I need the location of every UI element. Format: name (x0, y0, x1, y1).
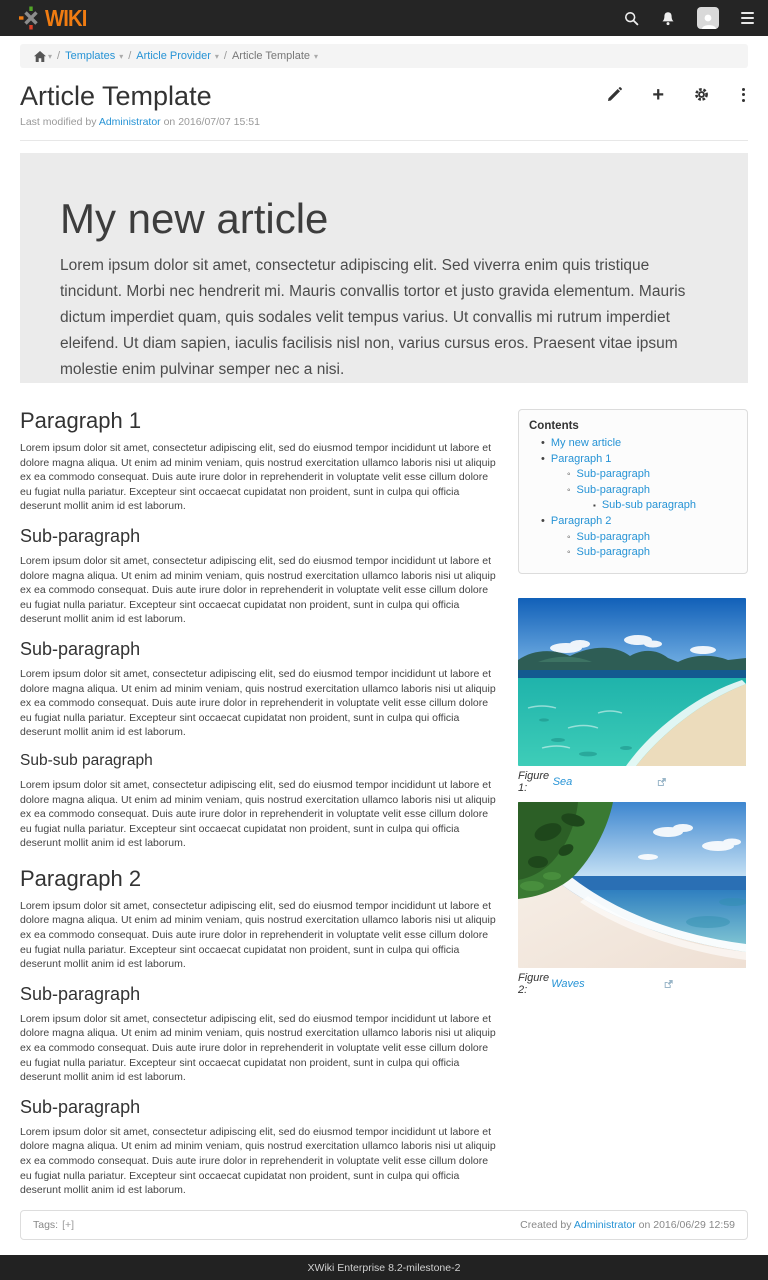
external-link-icon (589, 980, 748, 988)
toc-link[interactable]: Paragraph 1 (550, 452, 612, 465)
toc-item (529, 467, 737, 483)
toc-link[interactable]: My new article (550, 437, 622, 449)
section-heading: Sub-paragraph (20, 1096, 141, 1117)
table-of-contents-panel (518, 409, 748, 574)
tags-label: Tags: (33, 1218, 59, 1231)
article-body-column (20, 409, 518, 1198)
user-avatar[interactable] (697, 7, 719, 29)
home-icon[interactable] (34, 51, 46, 62)
section-paragraph: Lorem ipsum dolor sit amet, consectetur adipiscing elit, sed do eiusmod tempor incididunt ut labore et dolore magna aliqua. Ut enim ad minim veniam, quis nostrud exercitation ullamco laboris nisi ut aliquip ex ea commodo consequat. Duis aute irure dolor in reprehenderit in voluptate velit esse cillum dolore eu fugiat nulla pariatur. Excepteur sint occaecat cupidatat non proident, sunt in culpa qui officia deserunt mollit anim id est laborum. (20, 1125, 496, 1197)
hero-title: My new article (60, 195, 329, 242)
section-paragraph: Lorem ipsum dolor sit amet, consectetur adipiscing elit, sed do eiusmod tempor incididunt ut labore et dolore magna aliqua. Ut enim ad minim veniam, quis nostrud exercitation ullamco laboris nisi ut aliquip ex ea commodo consequat. Duis aute irure dolor in reprehenderit in voluptate velit esse cillum dolore eu fugiat nulla pariatur. Excepteur sint occaecat cupidatat non proident, sunt in culpa qui officia deserunt mollit anim id est laborum. (20, 554, 496, 626)
add-plus-icon[interactable]: + (652, 83, 664, 106)
chevron-down-icon[interactable]: ▾ (314, 51, 319, 61)
breadcrumb-separator: / (223, 50, 227, 62)
created-user-link[interactable]: Administrator (573, 1218, 636, 1231)
breadcrumb-separator: / (128, 50, 132, 62)
section-heading: Sub-paragraph (20, 525, 141, 546)
add-tag-button[interactable]: [+] (62, 1218, 75, 1231)
bullet-icon: • (541, 452, 545, 465)
xwiki-logo-text: WIKI (45, 4, 87, 31)
toc-link[interactable]: Paragraph 2 (550, 514, 612, 527)
section-paragraph: Lorem ipsum dolor sit amet, consectetur adipiscing elit, sed do eiusmod tempor incididunt ut labore et dolore magna aliqua. Ut enim ad minim veniam, quis nostrud exercitation ullamco laboris nisi ut aliquip ex ea commodo consequat. Duis aute irure dolor in reprehenderit in voluptate velit esse cillum dolore eu fugiat nulla pariatur. Excepteur sint occaecat cupidatat non proident, sunt in culpa qui officia deserunt mollit anim id est laborum. (20, 899, 496, 971)
figure-1-link[interactable]: Sea (552, 775, 573, 788)
hero-intro-text: Lorem ipsum dolor sit amet, consectetur adipiscing elit. Sed viverra enim quis tristique tincidunt. Morbi nec hendrerit mi. Mauris convallis tortor et justo gravida elementum. Mauris dictum imperdiet quam, quis sodales velit tempus varius. Ut convallis mi rutrum imperdiet eleifend. Ut diam sapien, iaculis facilisis nisl non, varius cursus eros. Praesent vitae ipsum molestie enim pulvinar semper nec a nisi. (60, 257, 686, 378)
modified-user-link[interactable]: Administrator (98, 116, 161, 128)
page-title: Article Template (20, 81, 212, 111)
section-heading: Paragraph 1 (20, 408, 142, 433)
toc-item (529, 545, 737, 561)
waves-photo (518, 802, 746, 968)
toc-link[interactable]: Sub-paragraph (576, 546, 650, 559)
bullet-icon: ◦ (567, 531, 571, 543)
toc-link[interactable]: Sub-sub paragraph (601, 499, 697, 512)
main-content (0, 409, 768, 1198)
header-divider (20, 140, 748, 141)
section-heading: Sub-sub paragraph (20, 751, 153, 769)
last-modified-line: Last modified by Administrator on 2016/07/07 15:51 (20, 116, 260, 128)
bullet-icon: • (541, 437, 545, 449)
drawer-menu-icon[interactable] (741, 12, 754, 24)
section-paragraph: Lorem ipsum dolor sit amet, consectetur adipiscing elit, sed do eiusmod tempor incididunt ut labore et dolore magna aliqua. Ut enim ad minim veniam, quis nostrud exercitation ullamco laboris nisi ut aliquip ex ea commodo consequat. Duis aute irure dolor in reprehenderit in voluptate velit esse cillum dolore eu fugiat nulla pariatur. Excepteur sint occaecat cupidatat non proident, sunt in culpa qui officia deserunt mollit anim id est laborum. (20, 1012, 496, 1084)
breadcrumb (20, 44, 748, 68)
page-header (0, 68, 768, 141)
toc-item (529, 498, 737, 514)
search-icon[interactable] (624, 11, 639, 26)
figure-2-caption: Figure 2: Waves (518, 972, 748, 996)
more-options-kebab-icon[interactable] (739, 88, 748, 102)
bullet-icon: ◦ (567, 547, 571, 559)
section-heading: Sub-paragraph (20, 983, 141, 1004)
sea-photo (518, 598, 746, 766)
toc-item (529, 530, 737, 546)
breadcrumb-separator: / (57, 50, 61, 62)
section-paragraph: Lorem ipsum dolor sit amet, consectetur adipiscing elit, sed do eiusmod tempor incididunt ut labore et dolore magna aliqua. Ut enim ad minim veniam, quis nostrud exercitation ullamco laboris nisi ut aliquip ex ea commodo consequat. Duis aute irure dolor in reprehenderit in voluptate velit esse cillum dolore eu fugiat nulla pariatur. Excepteur sint occaecat cupidatat non proident, sunt in culpa qui officia deserunt mollit anim id est laborum. (20, 778, 496, 850)
article-hero-panel (20, 153, 748, 383)
section-heading: Paragraph 2 (20, 865, 142, 891)
created-by-line: Created by Administrator on 2016/06/29 12:59 (520, 1218, 735, 1231)
toc-link[interactable]: Sub-paragraph (576, 530, 650, 543)
xwiki-logo[interactable] (18, 5, 92, 31)
external-link-icon (576, 778, 748, 786)
bullet-icon: • (541, 514, 545, 527)
version-text: XWiki Enterprise 8.2-milestone-2 (307, 1261, 461, 1274)
figure-2 (518, 802, 748, 996)
notifications-bell-icon[interactable] (661, 11, 675, 26)
toc-title: Contents (529, 420, 579, 432)
edit-pencil-icon[interactable] (607, 87, 622, 102)
toc-link[interactable]: Sub-paragraph (576, 468, 650, 481)
breadcrumb-item[interactable]: Templates (65, 50, 116, 62)
toc-item (529, 452, 737, 468)
toc-item (529, 483, 737, 499)
figure-1-caption: Figure 1: Sea (518, 770, 748, 794)
toc-link[interactable]: Sub-paragraph (576, 483, 650, 496)
document-footer-bar (20, 1210, 748, 1240)
bullet-icon: ◦ (567, 469, 571, 481)
xwiki-logo-icon (18, 5, 44, 31)
chevron-down-icon[interactable]: ▾ (119, 51, 124, 61)
breadcrumb-item[interactable]: Article Template (231, 50, 311, 62)
app-footer (0, 1255, 768, 1280)
chevron-down-icon[interactable]: ▾ (48, 51, 53, 61)
breadcrumb-item[interactable]: Article Provider (136, 50, 211, 62)
section-paragraph: Lorem ipsum dolor sit amet, consectetur adipiscing elit, sed do eiusmod tempor incididunt ut labore et dolore magna aliqua. Ut enim ad minim veniam, quis nostrud exercitation ullamco laboris nisi ut aliquip ex ea commodo consequat. Duis aute irure dolor in reprehenderit in voluptate velit esse cillum dolore eu fugiat nulla pariatur. Excepteur sint occaecat cupidatat non proident, sunt in culpa qui officia deserunt mollit anim id est laborum. (20, 667, 496, 739)
section-heading: Sub-paragraph (20, 638, 141, 659)
bullet-icon: ◦ (567, 484, 571, 496)
settings-gear-icon[interactable] (694, 87, 709, 102)
sidebar-column (518, 409, 748, 996)
figure-1 (518, 598, 748, 794)
section-paragraph: Lorem ipsum dolor sit amet, consectetur adipiscing elit, sed do eiusmod tempor incididunt ut labore et dolore magna aliqua. Ut enim ad minim veniam, quis nostrud exercitation ullamco laboris nisi ut aliquip ex ea commodo consequat. Duis aute irure dolor in reprehenderit in voluptate velit esse cillum dolore eu fugiat nulla pariatur. Excepteur sint occaecat cupidatat non proident, sunt in culpa qui officia deserunt mollit anim id est laborum. (20, 442, 496, 513)
toc-item (529, 436, 737, 452)
toc-item (529, 514, 737, 530)
chevron-down-icon[interactable]: ▾ (214, 51, 219, 61)
top-navigation-bar (0, 0, 768, 36)
bullet-icon: ▪ (593, 501, 596, 511)
figure-2-link[interactable]: Waves (551, 977, 585, 990)
